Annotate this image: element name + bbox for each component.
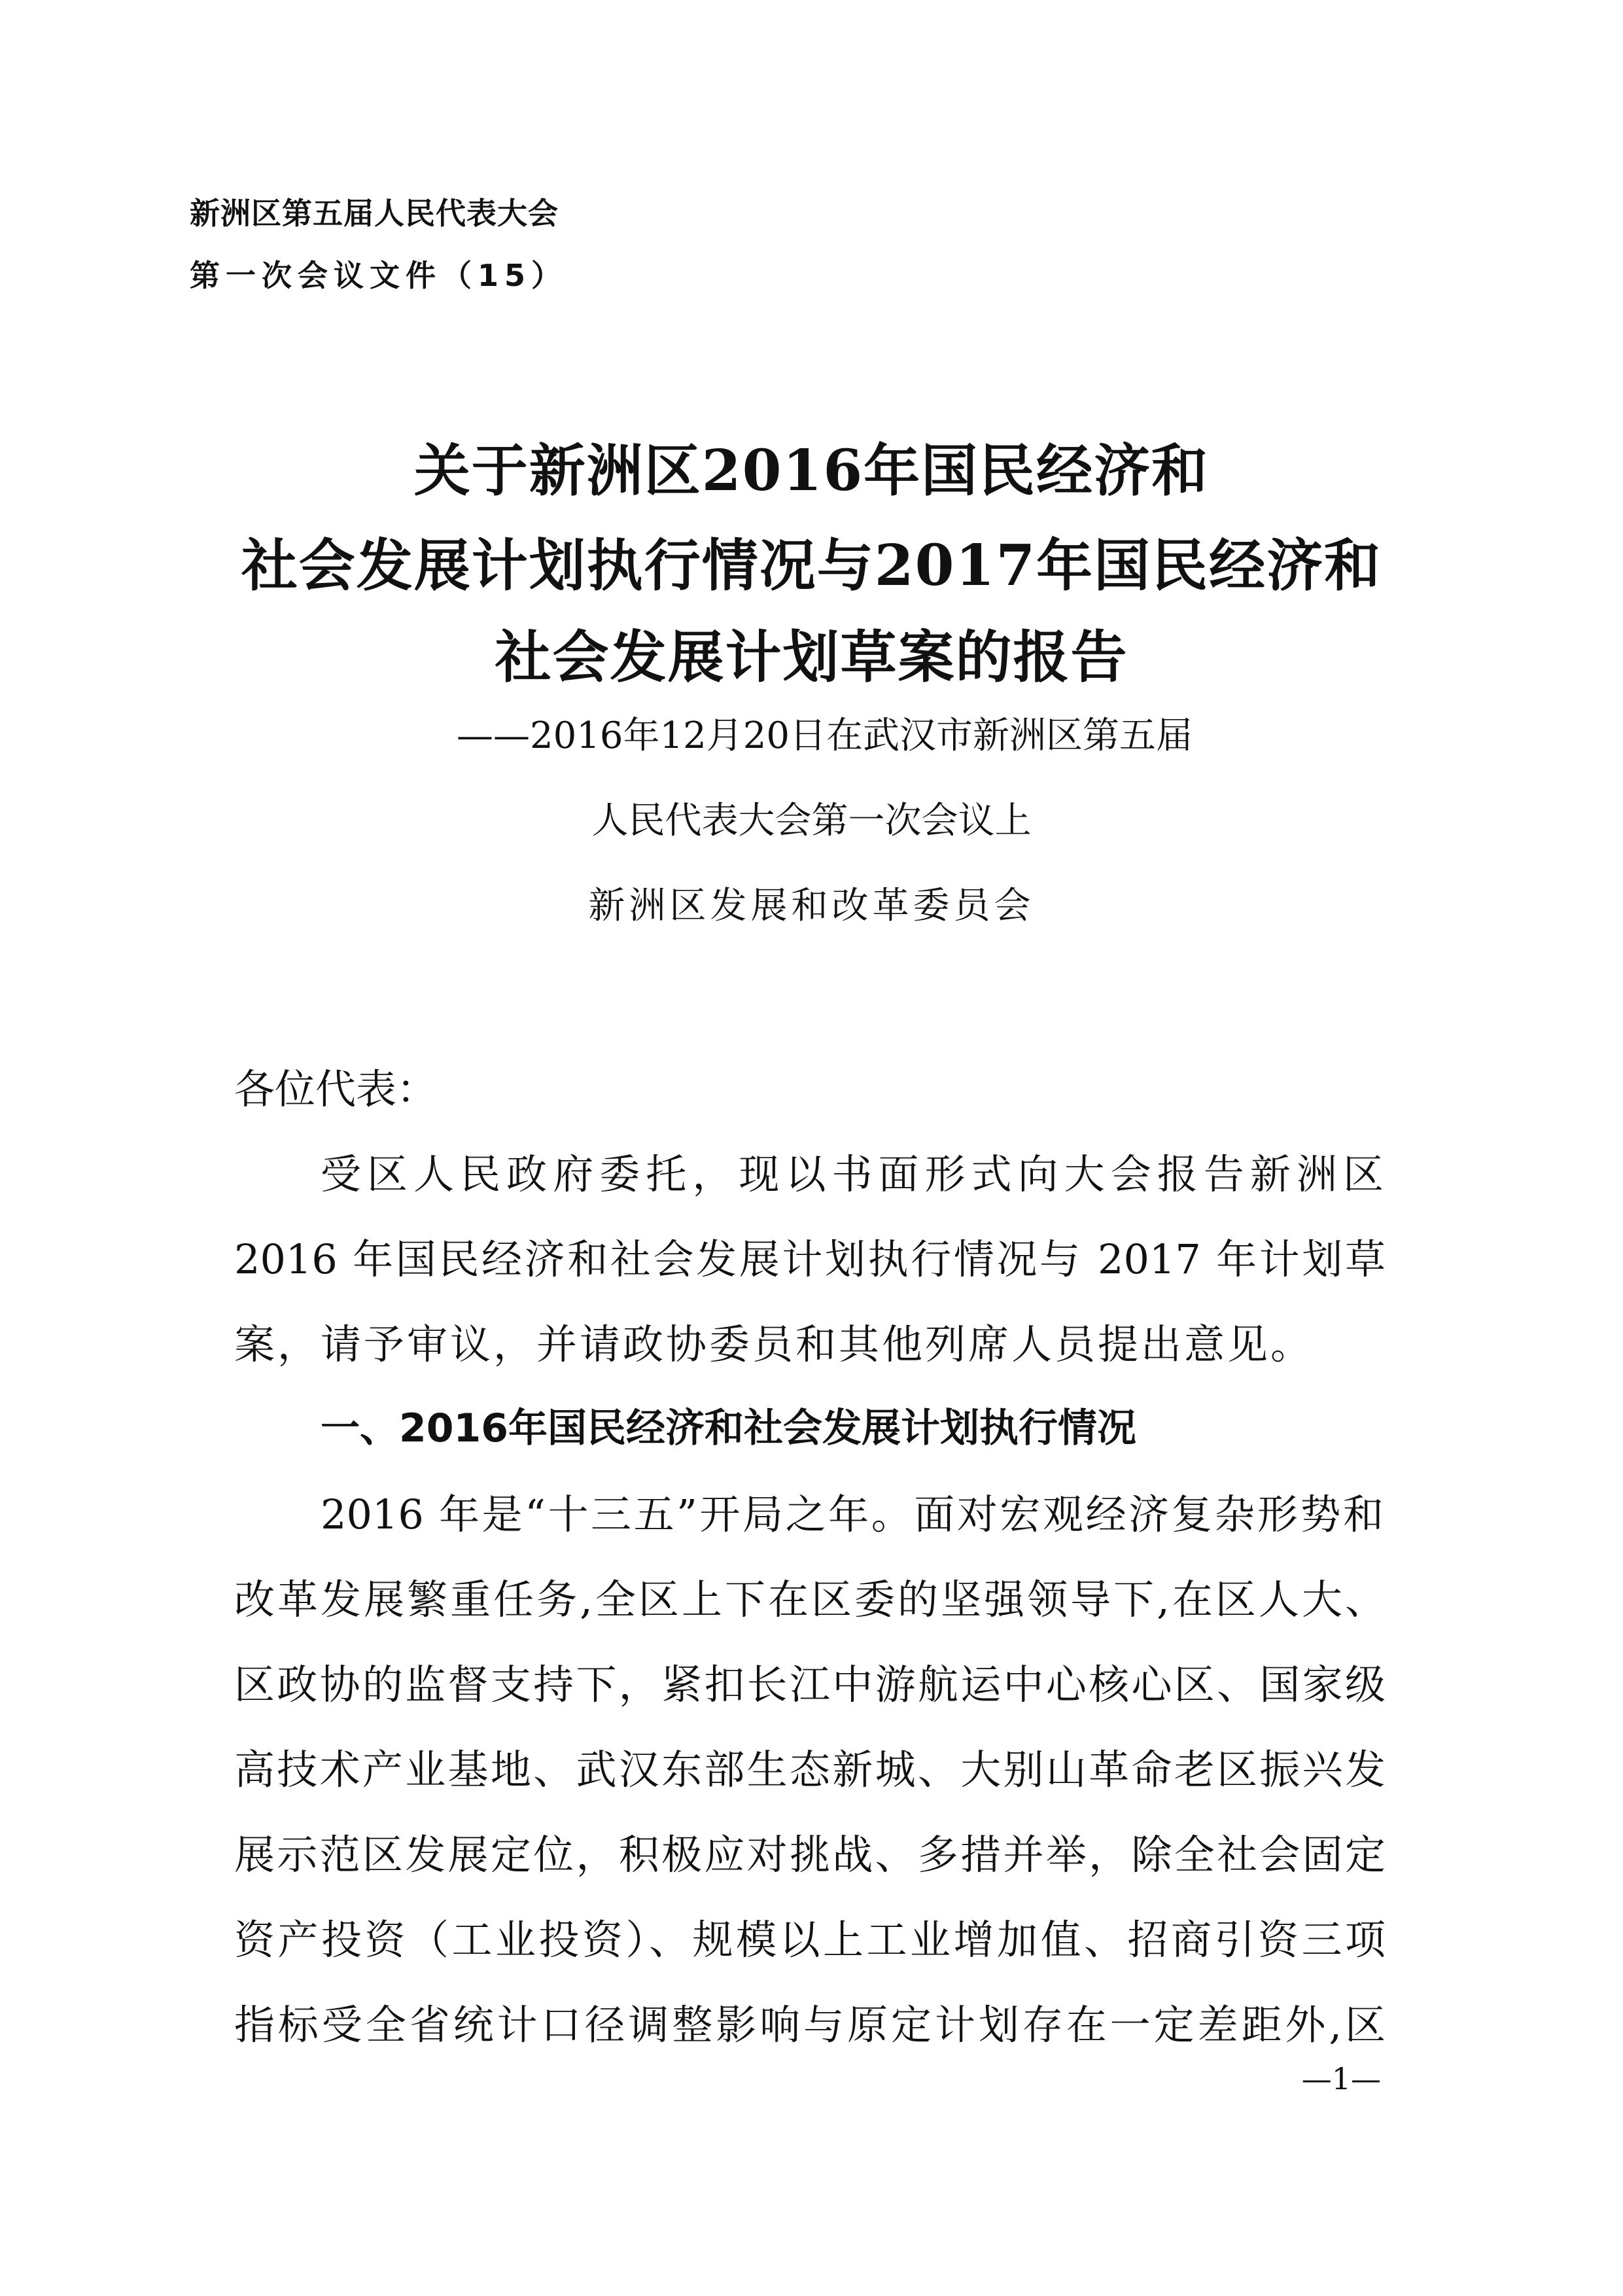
paragraph2-line5: 展示范区发展定位，积极应对挑战、多措并举，除全社会固定 — [234, 1831, 1386, 1879]
paragraph2-line3: 区政协的监督支持下，紧扣长江中游航运中心核心区、国家级 — [234, 1661, 1386, 1708]
paragraph2-line7: 指标受全省统计口径调整影响与原定计划存在一定差距外,区 — [234, 2001, 1386, 2049]
report-author: 新洲区发展和改革委员会 — [588, 885, 1035, 927]
report-title-line2: 社会发展计划执行情况与2017年国民经济和 — [241, 533, 1382, 599]
paragraph2-line2: 改革发展繁重任务,全区上下在区委的坚强领导下,在区人大、 — [234, 1576, 1386, 1623]
page-number: —1— — [1301, 2061, 1381, 2096]
paragraph2-line4: 高技术产业基地、武汉东部生态新城、大别山革命老区振兴发 — [234, 1746, 1386, 1793]
document-header-line1: 新洲区第五届人民代表大会 — [190, 196, 559, 231]
document-header-line2: 第一次会议文件（15） — [190, 258, 568, 293]
paragraph2-line6: 资产投资（工业投资）、规模以上工业增加值、招商引资三项 — [234, 1916, 1386, 1964]
greeting: 各位代表： — [234, 1065, 438, 1113]
report-title-line1: 关于新洲区2016年国民经济和 — [413, 438, 1210, 504]
report-subtitle-line1: ——2016年12月20日在武汉市新洲区第五届 — [456, 715, 1193, 757]
report-subtitle-line2: 人民代表大会第一次会议上 — [591, 800, 1032, 842]
paragraph1-line2: 2016 年国民经济和社会发展计划执行情况与 2017 年计划草 — [234, 1235, 1386, 1283]
paragraph2-line1: 2016 年是“十三五”开局之年。面对宏观经济复杂形势和 — [321, 1491, 1384, 1538]
paragraph1-line3: 案，请予审议，并请政协委员和其他列席人员提出意见。 — [234, 1320, 1314, 1368]
report-title-line3: 社会发展计划草案的报告 — [495, 624, 1128, 690]
paragraph1-line1: 受区人民政府委托，现以书面形式向大会报告新洲区 — [321, 1150, 1384, 1198]
section-heading: 一、2016年国民经济和社会发展计划执行情况 — [321, 1405, 1136, 1451]
